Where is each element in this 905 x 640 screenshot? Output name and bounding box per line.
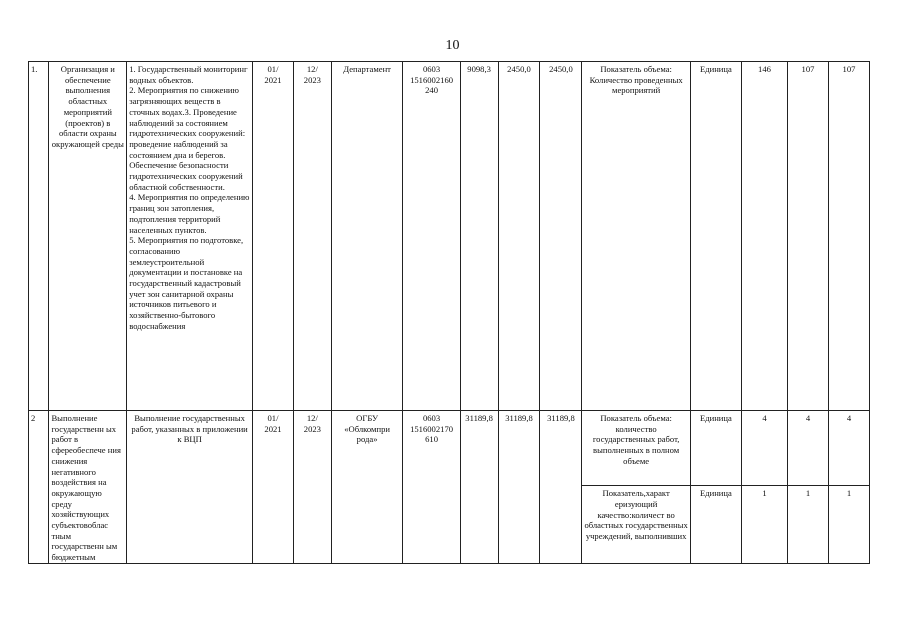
event-name: Выполнение государственн ых работ в сфереобеспече ния снижения негативного воздействия на окружающую среду хозяйствующих субъектовоблас тным государственн ым бюджетным — [49, 411, 127, 564]
indicator-year-1: 1 — [741, 486, 787, 564]
program-table — [28, 61, 870, 564]
funding-year-1: 9098,3 — [460, 62, 498, 411]
event-name: Организация и обеспечение выполнения областных мероприятий (проектов) в области охраны окружающей среды — [49, 62, 127, 411]
activities-cell — [127, 62, 253, 411]
indicator-year-3: 4 — [828, 411, 869, 486]
indicator-year-2: 1 — [788, 486, 829, 564]
funding-year-1: 31189,8 — [460, 411, 498, 564]
indicator-year-1: 4 — [741, 411, 787, 486]
funding-year-3: 2450,0 — [540, 62, 582, 411]
indicator-year-3: 107 — [828, 62, 869, 411]
funding-year-2: 2450,0 — [498, 62, 540, 411]
indicator-name: Показатель объема: Количество проведенных мероприятий — [582, 62, 690, 411]
activities-text: 1. Государственный мониторинг водных объектов. 2. Мероприятия по снижению загрязняющих веществ в сточных водах.3. Проведение наблюдений за состоянием гидротехнических сооружений: проведение наблюдений за состоянием дна и берегов. Обеспечение безопасности гидротехнических сооружений областной собственности. 4. Мероприятия по определению границ зон затопления, подтопления территорий населенных пунктов. 5. Мероприятия по подготовке, согласованию землеустроительной документации и постановке на государственный кадастровый учет зон санитарной охраны источников питьевого и хозяйственно-бытового водоснабжения — [129, 64, 250, 331]
end-date: 12/ 2023 — [293, 411, 331, 564]
row-number: 2 — [29, 411, 49, 564]
indicator-year-1: 146 — [741, 62, 787, 411]
table-row — [29, 62, 870, 411]
row-number: 1. — [29, 62, 49, 411]
start-date: 01/ 2021 — [253, 62, 294, 411]
indicator-unit: Единица — [690, 486, 741, 564]
table-row — [29, 411, 870, 486]
indicator-year-2: 107 — [788, 62, 829, 411]
page-number: 10 — [445, 38, 460, 53]
executor: ОГБУ «Облкомпри рода» — [331, 411, 403, 564]
end-date: 12/ 2023 — [293, 62, 331, 411]
indicator-unit: Единица — [690, 62, 741, 411]
activities-text: Выполнение государственных работ, указанных в приложении к ВЦП — [127, 411, 253, 564]
start-date: 01/ 2021 — [253, 411, 294, 564]
indicator-year-3: 1 — [828, 486, 869, 564]
indicator-unit: Единица — [690, 411, 741, 486]
funding-year-3: 31189,8 — [540, 411, 582, 564]
budget-code: 0603 1516002160 240 — [403, 62, 460, 411]
indicator-name: Показатель,характ еризующий качество:количест во областных государственных учреждений, выполнивших — [582, 486, 690, 564]
indicator-name: Показатель объема: количество государственных работ, выполненных в полном объеме — [582, 411, 690, 486]
funding-year-2: 31189,8 — [498, 411, 540, 564]
indicator-year-2: 4 — [788, 411, 829, 486]
executor: Департамент — [331, 62, 403, 411]
budget-code: 0603 1516002170 610 — [403, 411, 460, 564]
